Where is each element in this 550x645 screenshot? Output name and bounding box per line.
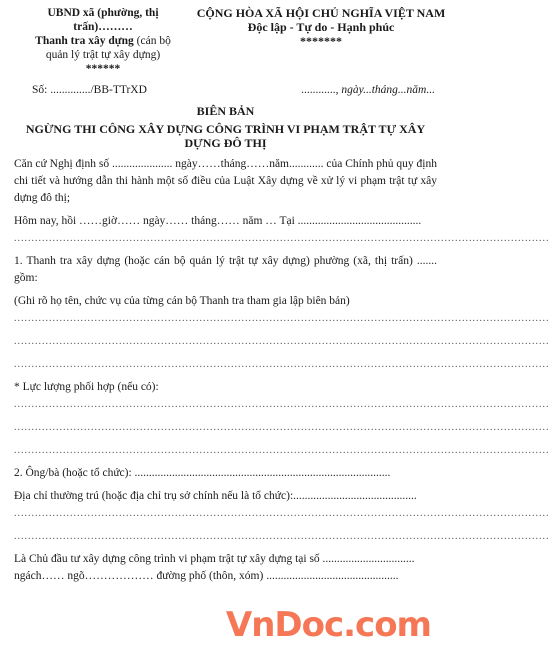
address-paragraph: Địa chỉ thường trú (hoặc địa chỉ trụ sở chính nếu là tổ chức):........................................... bbox=[14, 490, 417, 502]
country-name: CỘNG HÒA XÃ HỘI CHỦ NGHĨA VIỆT NAM bbox=[196, 6, 446, 20]
meeting-time-place: Hôm nay, hồi ……giờ…… ngày…… tháng…… năm … Tại ........................................... bbox=[14, 215, 422, 227]
fill-line: ......................................................................................................................................................... bbox=[14, 422, 550, 433]
fill-line: ......................................................................................................................................................... bbox=[14, 359, 550, 370]
authority-line-1: UBND xã (phường, thị bbox=[47, 7, 159, 19]
reference-row bbox=[14, 84, 437, 104]
authority-line-3-bold: Thanh tra xây dựng bbox=[35, 35, 134, 47]
fill-line: ......................................................................................................................................................... bbox=[14, 531, 550, 542]
inspection-team-paragraph: 1. Thanh tra xây dựng (hoặc cán bộ quản lý trật tự xây dựng) phường (xã, thị trấn) ....... gồm: bbox=[14, 255, 437, 284]
watermark-logo: VnDoc.com bbox=[225, 605, 431, 645]
legal-basis-paragraph: Căn cứ Nghị định số ..................... ngày……tháng……năm............ của Chính phủ quy định chi tiết và hướng dẫn thi hành một số điều của Luật Xây dựng về xử lý vi phạm trật tự xây dựng đô thị; bbox=[14, 158, 437, 204]
investor-paragraph: Là Chủ đầu tư xây dựng công trình vi phạm trật tự xây dựng tại số ................................ bbox=[14, 553, 415, 565]
fill-line: ......................................................................................................................................................... bbox=[14, 336, 550, 347]
fill-line: ......................................................................................................................................................... bbox=[14, 399, 550, 410]
fill-line: ......................................................................................................................................................... bbox=[14, 313, 550, 324]
location-paragraph: ngách…… ngõ……………… đường phố (thôn, xóm) .............................................. bbox=[14, 570, 399, 582]
coordinating-forces: * Lực lượng phối hợp (nếu có): bbox=[14, 381, 159, 393]
date-text: ngày...tháng...năm... bbox=[338, 84, 435, 96]
authority-line-2: trấn)……… bbox=[73, 21, 133, 33]
fill-line: ......................................................................................................................................................... bbox=[14, 508, 550, 519]
document-subtitle: NGỪNG THI CÔNG XÂY DỰNG CÔNG TRÌNH VI PHẠM TRẬT TỰ XÂY DỰNG ĐÔ THỊ bbox=[25, 122, 426, 150]
document-header bbox=[14, 6, 446, 84]
violator-paragraph: 2. Ông/bà (hoặc tổ chức): ......................................................................................... bbox=[14, 467, 391, 479]
motto-stars: ******* bbox=[300, 34, 342, 48]
document-number: Số: ............../BB-TTrXD bbox=[32, 84, 147, 96]
document-title: BIÊN BẢN bbox=[196, 104, 255, 118]
fill-line: ......................................................................................................................................................... bbox=[14, 233, 550, 244]
issuing-authority bbox=[18, 6, 188, 76]
authority-line-4: quản lý trật tự xây dựng) bbox=[45, 49, 161, 61]
national-motto bbox=[190, 6, 452, 48]
motto-line: Độc lập - Tự do - Hạnh phúc bbox=[247, 20, 395, 34]
authority-stars: ****** bbox=[85, 63, 121, 75]
authority-line-3-rest: (cán bộ bbox=[133, 35, 171, 47]
fill-line: ......................................................................................................................................................... bbox=[14, 445, 550, 456]
team-members-instruction: (Ghi rõ họ tên, chức vụ của từng cán bộ Thanh tra tham gia lập biên bản) bbox=[14, 295, 350, 307]
document-date bbox=[301, 84, 435, 96]
date-place: ............, bbox=[301, 84, 339, 96]
authority-line-3 bbox=[18, 34, 188, 48]
